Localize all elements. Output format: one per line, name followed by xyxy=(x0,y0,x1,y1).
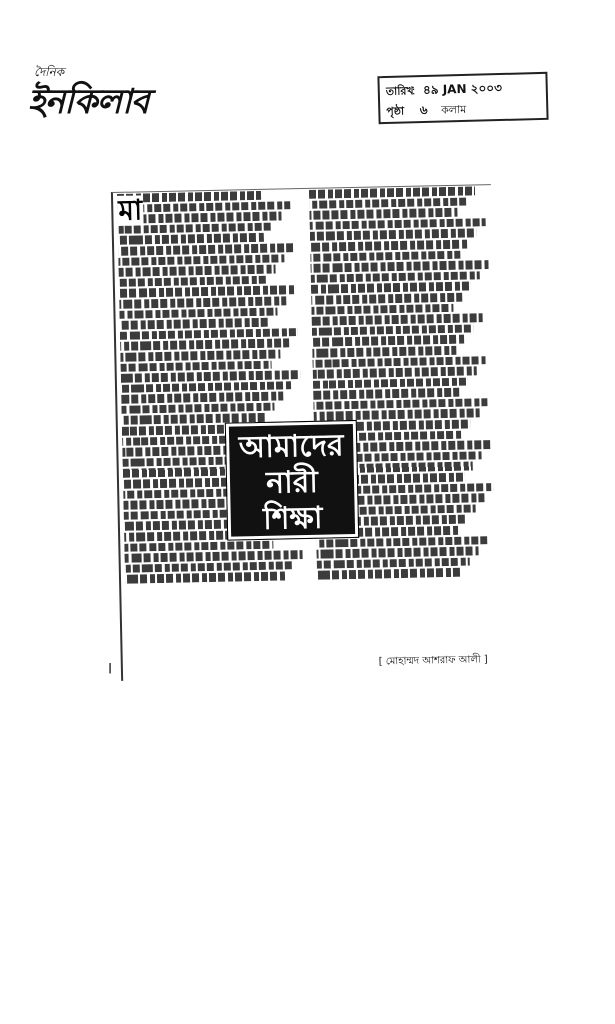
article-dropcap: মা xyxy=(118,193,143,227)
stamp-column-label: কলাম xyxy=(440,102,467,117)
text-line xyxy=(317,568,461,582)
article-title-line-1: আমাদের xyxy=(238,428,344,466)
stamp-page-value: ৬ xyxy=(419,102,428,118)
masthead-subtitle: দৈনিক xyxy=(34,65,65,79)
stamp-page-row xyxy=(386,97,540,121)
margin-mark: ׀ xyxy=(108,660,113,676)
article-title-line-2: নারী xyxy=(265,464,319,501)
stamp-date-value: ৪৯ JAN ২০০৩ xyxy=(422,80,503,98)
stamp-date-label: তারিখ xyxy=(385,84,414,99)
masthead-title: ইনকিলাব xyxy=(28,82,149,122)
stamp-date-row: তারিখ: ৪৯ JAN ২০০৩ xyxy=(386,77,540,101)
text-line xyxy=(125,572,285,586)
newspaper-masthead xyxy=(28,64,228,124)
article-byline: [ মোহাম্মদ আশরাফ আলী ] xyxy=(376,652,491,671)
archive-stamp xyxy=(377,72,548,124)
article-title-box xyxy=(226,421,358,540)
article-title-line-3: শিক্ষা xyxy=(262,500,323,537)
newspaper-clipping xyxy=(113,186,499,679)
stamp-page-label: পৃষ্ঠা xyxy=(386,104,405,119)
